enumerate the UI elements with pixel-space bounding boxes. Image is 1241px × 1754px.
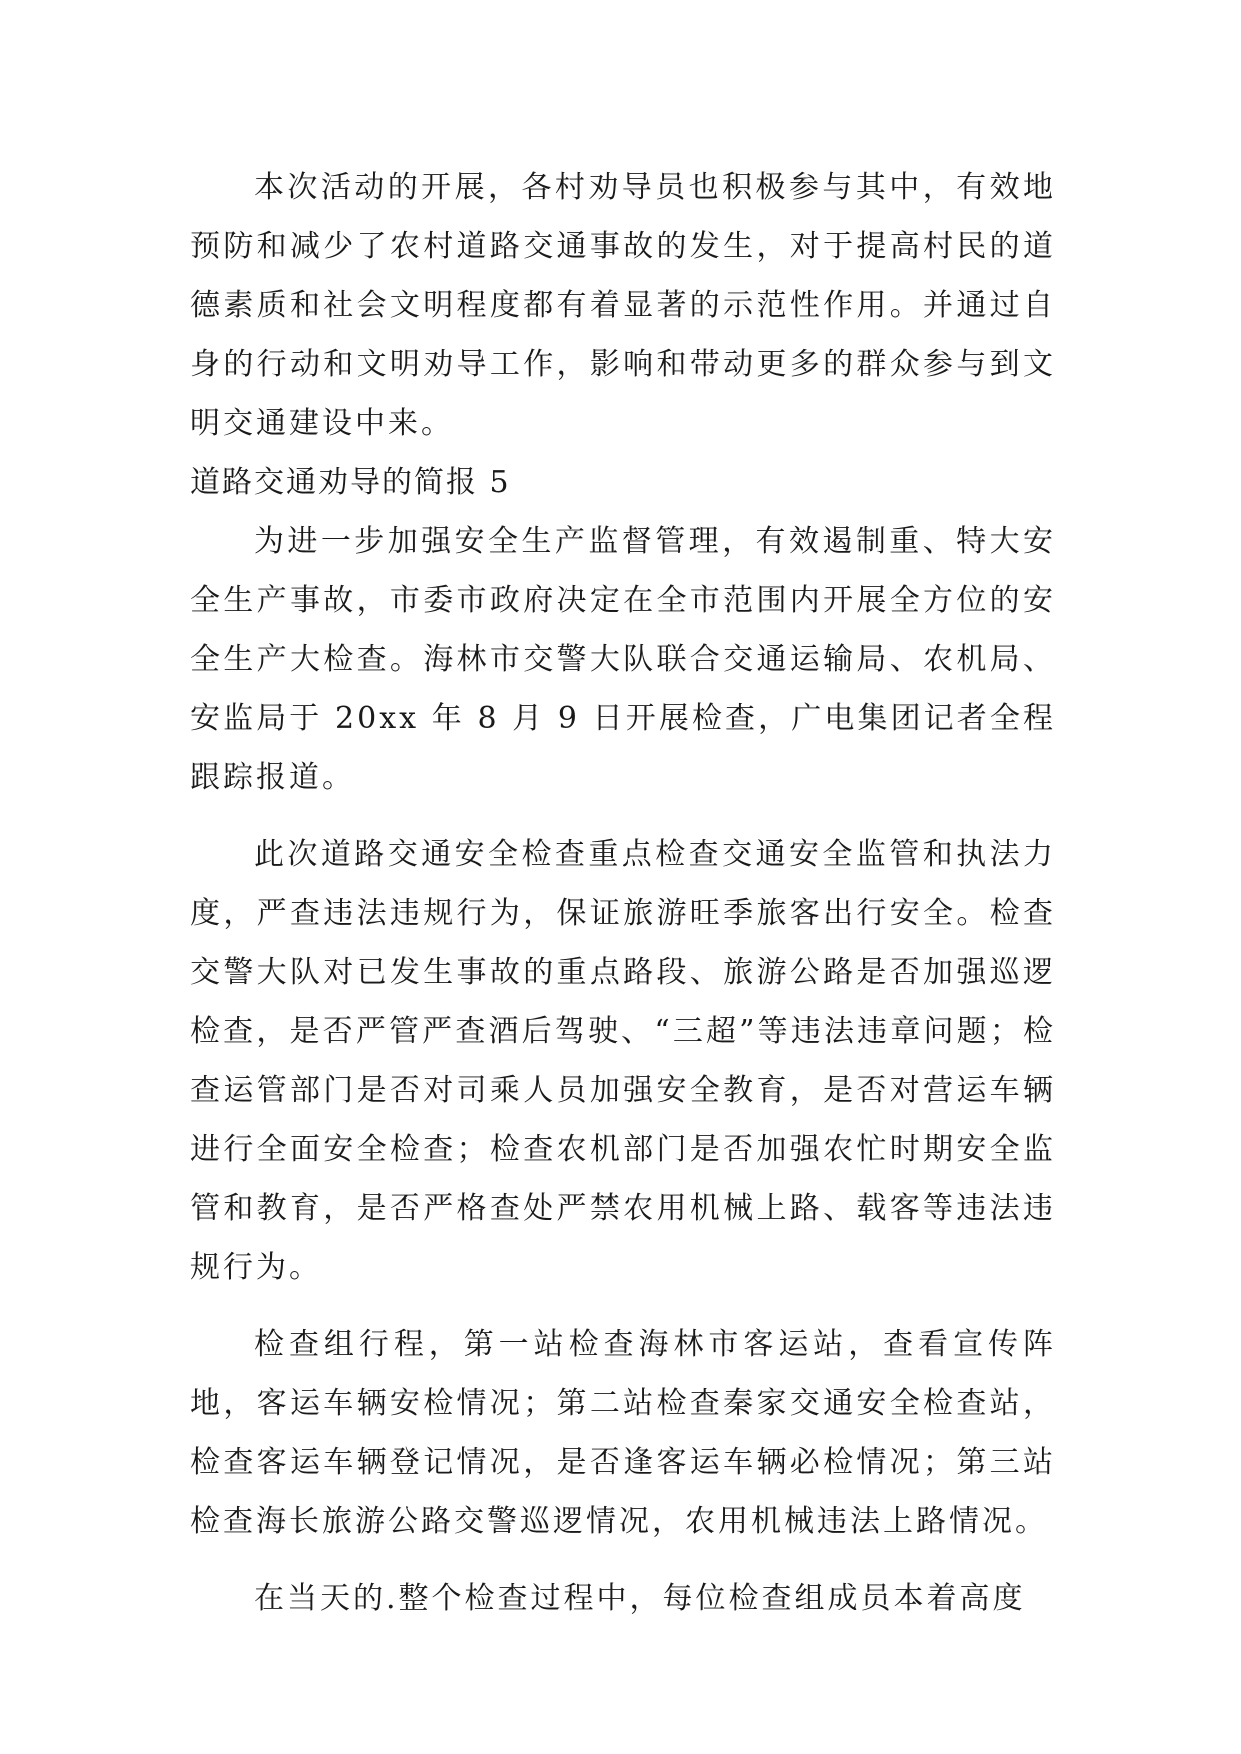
paragraph-activity-summary: 本次活动的开展，各村劝导员也积极参与其中，有效地预防和减少了农村道路交通事故的发生，对于提高村民的道德素质和社会文明程度都有着显著的示范性作用。并通过自身的行动和文明劝导工作，影响和带动更多的群众参与到文明交通建设中来。 <box>190 170 1056 441</box>
paragraph-inspection-focus: 此次道路交通安全检查重点检查交通安全监管和执法力度，严查违法违规行为，保证旅游旺季旅客出行安全。检查交警大队对已发生事故的重点路段、旅游公路是否加强巡逻检查，是否严管严查酒后驾驶、“三超”等违法违章问题；检查运管部门是否对司乘人员加强安全教育，是否对营运车辆进行全面安全检查；检查农机部门是否加强农忙时期安全监管和教育，是否严格查处严禁农用机械上路、载客等违法违规行为。 <box>190 837 1056 1285</box>
section-heading: 道路交通劝导的简报 5 <box>190 465 511 500</box>
document-body <box>190 158 1056 1628</box>
paragraph-inspection-process: 在当天的.整个检查过程中，每位检查组成员本着高度 <box>254 1581 1026 1616</box>
paragraph-inspection-route: 检查组行程，第一站检查海林市客运站，查看宣传阵地，客运车辆安检情况；第二站检查秦家交通安全检查站，检查客运车辆登记情况，是否逢客运车辆必检情况；第三站检查海长旅游公路交警巡逻情况，农用机械违法上路情况。 <box>190 1327 1056 1539</box>
paragraph-inspection-intro: 为进一步加强安全生产监督管理，有效遏制重、特大安全生产事故，市委市政府决定在全市范围内开展全方位的安全生产大检查。海林市交警大队联合交通运输局、农机局、安监局于 20xx 年 8 月 9 日开展检查，广电集团记者全程跟踪报道。 <box>190 524 1056 795</box>
